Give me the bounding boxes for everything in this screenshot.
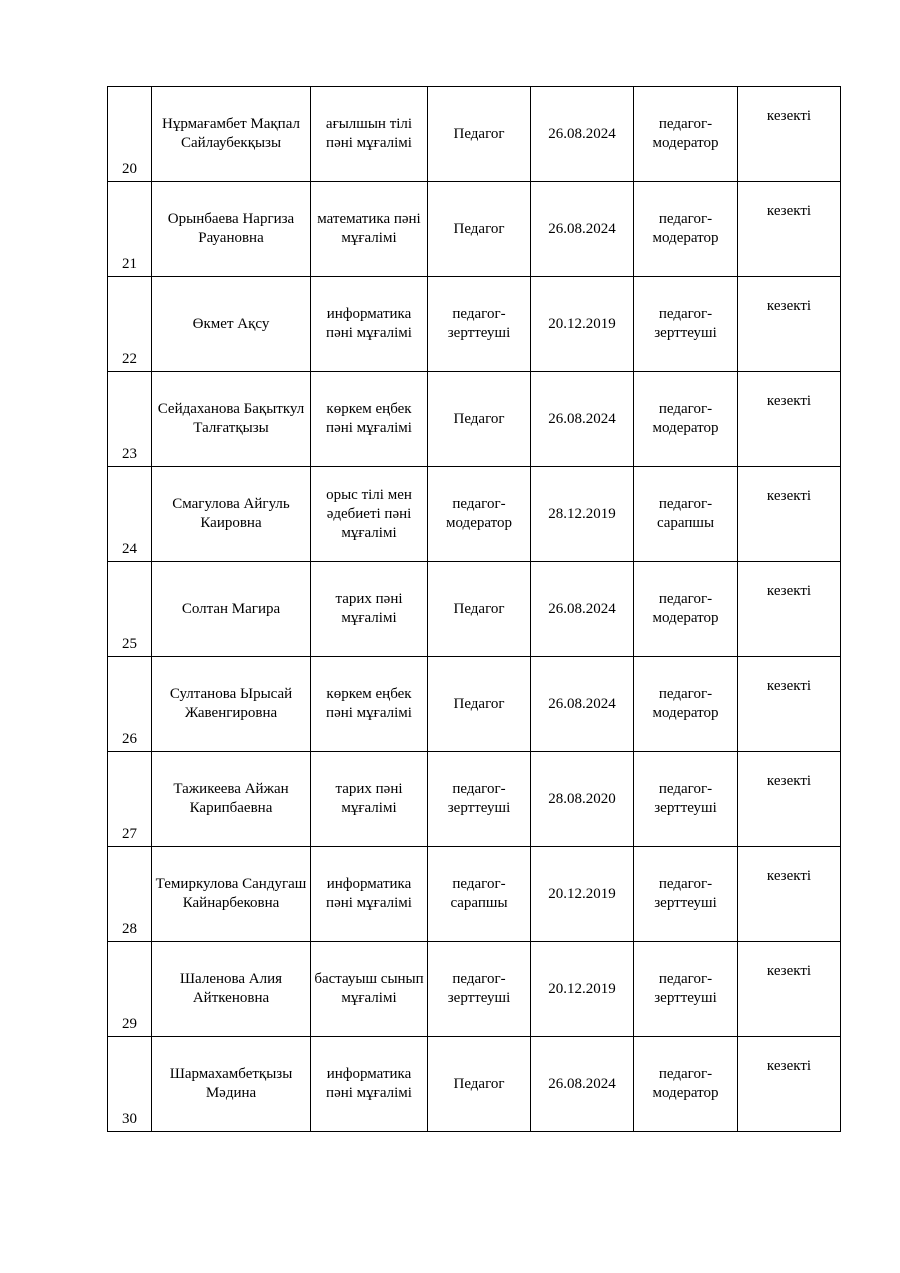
teacher-name: Өкмет Ақсу (152, 277, 311, 372)
row-number: 20 (108, 87, 152, 182)
attestation-type: кезекті (738, 467, 841, 562)
row-number: 29 (108, 942, 152, 1037)
attestation-type: кезекті (738, 847, 841, 942)
teacher-subject: орыс тілі мен әдебиеті пәні мұғалімі (311, 467, 428, 562)
applied-category: педагог-модератор (634, 657, 738, 752)
attestation-type: кезекті (738, 182, 841, 277)
current-category: педагог-зерттеуші (428, 277, 531, 372)
attestation-type: кезекті (738, 657, 841, 752)
table-row (108, 942, 841, 1037)
teacher-subject: информатика пәні мұғалімі (311, 277, 428, 372)
attestation-type: кезекті (738, 277, 841, 372)
applied-category: педагог-модератор (634, 562, 738, 657)
row-number: 26 (108, 657, 152, 752)
table-row (108, 1037, 841, 1132)
teacher-name: Нұрмағамбет Мақпал Сайлаубекқызы (152, 87, 311, 182)
current-category: педагог-зерттеуші (428, 752, 531, 847)
table-row (108, 562, 841, 657)
table-row (108, 847, 841, 942)
teacher-subject: бастауыш сынып мұғалімі (311, 942, 428, 1037)
category-date: 26.08.2024 (531, 562, 634, 657)
table-row (108, 467, 841, 562)
teacher-subject: информатика пәні мұғалімі (311, 1037, 428, 1132)
teacher-name: Тажикеева Айжан Карипбаевна (152, 752, 311, 847)
teacher-name: Темиркулова Сандугаш Кайнарбековна (152, 847, 311, 942)
current-category: педагог-сарапшы (428, 847, 531, 942)
teacher-name: Орынбаева Наргиза Рауановна (152, 182, 311, 277)
applied-category: педагог-зерттеуші (634, 752, 738, 847)
category-date: 20.12.2019 (531, 847, 634, 942)
current-category: Педагог (428, 657, 531, 752)
category-date: 28.08.2020 (531, 752, 634, 847)
table-row (108, 87, 841, 182)
staff-table (107, 86, 841, 1132)
category-date: 26.08.2024 (531, 657, 634, 752)
row-number: 30 (108, 1037, 152, 1132)
table-row (108, 657, 841, 752)
teacher-name: Шармахамбетқызы Мәдина (152, 1037, 311, 1132)
category-date: 26.08.2024 (531, 182, 634, 277)
applied-category: педагог-сарапшы (634, 467, 738, 562)
attestation-type: кезекті (738, 942, 841, 1037)
applied-category: педагог-модератор (634, 87, 738, 182)
current-category: Педагог (428, 1037, 531, 1132)
teacher-name: Султанова Ырысай Жавенгировна (152, 657, 311, 752)
attestation-type: кезекті (738, 372, 841, 467)
current-category: Педагог (428, 562, 531, 657)
row-number: 21 (108, 182, 152, 277)
applied-category: педагог-зерттеуші (634, 277, 738, 372)
teacher-subject: информатика пәні мұғалімі (311, 847, 428, 942)
row-number: 24 (108, 467, 152, 562)
current-category: педагог-модератор (428, 467, 531, 562)
attestation-type: кезекті (738, 1037, 841, 1132)
applied-category: педагог-модератор (634, 372, 738, 467)
current-category: Педагог (428, 182, 531, 277)
teacher-subject: көркем еңбек пәні мұғалімі (311, 657, 428, 752)
teacher-subject: тарих пәні мұғалімі (311, 752, 428, 847)
row-number: 23 (108, 372, 152, 467)
applied-category: педагог-модератор (634, 1037, 738, 1132)
teacher-subject: көркем еңбек пәні мұғалімі (311, 372, 428, 467)
category-date: 20.12.2019 (531, 277, 634, 372)
teacher-name: Солтан Магира (152, 562, 311, 657)
table-row (108, 182, 841, 277)
teacher-name: Шаленова Алия Айткеновна (152, 942, 311, 1037)
row-number: 22 (108, 277, 152, 372)
table-row (108, 752, 841, 847)
row-number: 27 (108, 752, 152, 847)
teacher-subject: тарих пәні мұғалімі (311, 562, 428, 657)
teacher-subject: математика пәні мұғалімі (311, 182, 428, 277)
teacher-name: Смагулова Айгуль Каировна (152, 467, 311, 562)
category-date: 26.08.2024 (531, 372, 634, 467)
attestation-type: кезекті (738, 87, 841, 182)
row-number: 25 (108, 562, 152, 657)
teacher-subject: ағылшын тілі пәні мұғалімі (311, 87, 428, 182)
staff-table-body (108, 87, 841, 1132)
category-date: 26.08.2024 (531, 1037, 634, 1132)
row-number: 28 (108, 847, 152, 942)
category-date: 26.08.2024 (531, 87, 634, 182)
applied-category: педагог-зерттеуші (634, 942, 738, 1037)
applied-category: педагог-зерттеуші (634, 847, 738, 942)
current-category: Педагог (428, 87, 531, 182)
teacher-name: Сейдаханова Бақыткул Талғатқызы (152, 372, 311, 467)
attestation-type: кезекті (738, 752, 841, 847)
current-category: педагог-зерттеуші (428, 942, 531, 1037)
applied-category: педагог-модератор (634, 182, 738, 277)
attestation-type: кезекті (738, 562, 841, 657)
table-row (108, 372, 841, 467)
category-date: 28.12.2019 (531, 467, 634, 562)
current-category: Педагог (428, 372, 531, 467)
category-date: 20.12.2019 (531, 942, 634, 1037)
table-row (108, 277, 841, 372)
